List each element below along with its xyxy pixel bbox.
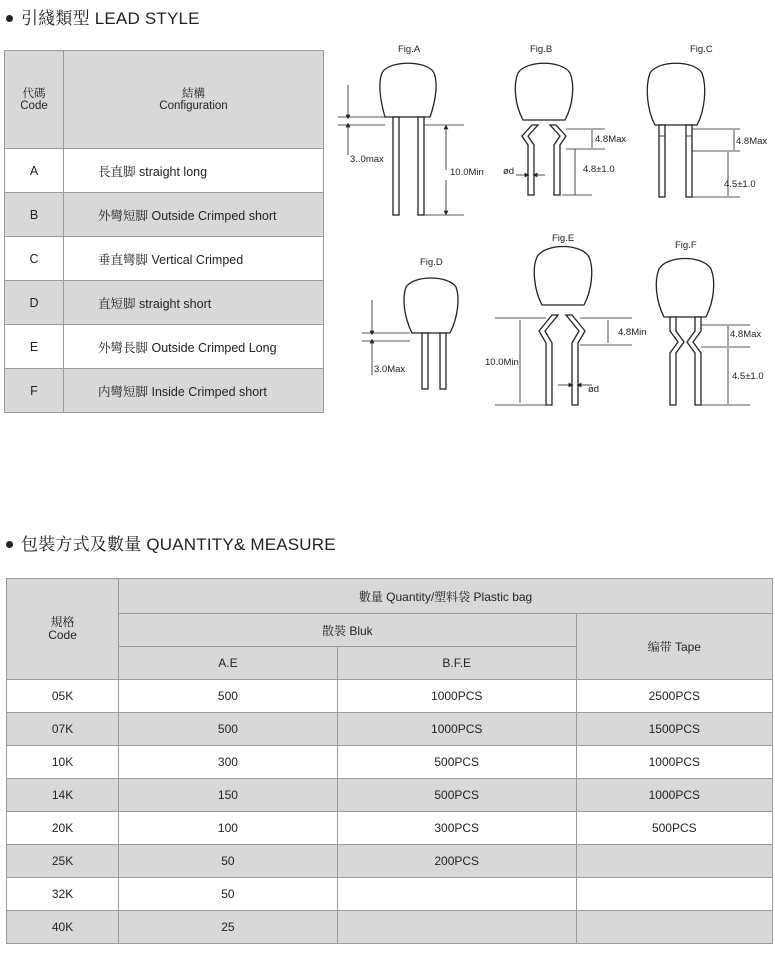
fig-f-dim1: 4.8Max	[730, 329, 762, 340]
lead-code: C	[5, 237, 64, 281]
config-header-cn: 結構	[182, 87, 205, 100]
table-row	[7, 746, 773, 779]
row-bfe: 300PCS	[337, 812, 576, 845]
row-ae: 25	[119, 911, 338, 944]
row-code: 10K	[7, 746, 119, 779]
table-row	[7, 779, 773, 812]
row-tape: 1000PCS	[576, 779, 772, 812]
row-bfe: 200PCS	[337, 845, 576, 878]
lead-style-title: 引綫類型 LEAD STYLE	[21, 9, 200, 28]
table-row	[7, 713, 773, 746]
lead-desc: 内彎短脚 Inside Crimped short	[64, 369, 324, 413]
row-tape: 2500PCS	[576, 680, 772, 713]
row-bfe	[337, 911, 576, 944]
tape-header: 编带 Tape	[576, 614, 772, 680]
bullet-icon	[6, 15, 13, 22]
row-bfe: 1000PCS	[337, 713, 576, 746]
fig-b-dim1: 4.8Max	[595, 134, 627, 145]
table-row	[5, 325, 324, 369]
row-tape: 1000PCS	[576, 746, 772, 779]
fig-c-dim1: 4.8Max	[736, 136, 768, 147]
row-ae: 500	[119, 713, 338, 746]
row-tape	[576, 845, 772, 878]
lead-style-heading	[6, 4, 200, 29]
row-code: 05K	[7, 680, 119, 713]
fig-d-dim1: 3.0Max	[374, 364, 406, 375]
row-bfe: 1000PCS	[337, 680, 576, 713]
col-bfe-header: B.F.E	[337, 647, 576, 680]
row-tape: 1500PCS	[576, 713, 772, 746]
fig-e-dim1: 4.8Min	[618, 327, 647, 338]
row-code: 20K	[7, 812, 119, 845]
bullet-icon	[6, 541, 13, 548]
table-row	[7, 845, 773, 878]
row-tape: 500PCS	[576, 812, 772, 845]
fig-f-title: Fig.F	[675, 240, 697, 251]
row-code: 07K	[7, 713, 119, 746]
lead-desc: 直短脚 straight short	[64, 281, 324, 325]
row-code: 25K	[7, 845, 119, 878]
quantity-heading	[6, 530, 336, 555]
lead-code: A	[5, 149, 64, 193]
lead-desc: 外彎長脚 Outside Crimped Long	[64, 325, 324, 369]
lead-code: D	[5, 281, 64, 325]
table-row	[5, 281, 324, 325]
row-tape	[576, 911, 772, 944]
row-ae: 50	[119, 878, 338, 911]
fig-e-dim2: 10.0Min	[485, 357, 519, 368]
lead-code: F	[5, 369, 64, 413]
fig-f-dim2: 4.5±1.0	[732, 371, 764, 382]
fig-a-dim1: 3..0max	[350, 154, 384, 165]
code-header-en: Code	[20, 99, 48, 112]
quantity-table	[6, 578, 773, 944]
table-row	[7, 878, 773, 911]
lead-style-table	[4, 50, 324, 413]
table-row	[7, 911, 773, 944]
figure-c	[647, 63, 740, 197]
fig-c-title: Fig.C	[690, 44, 713, 55]
config-header	[64, 51, 324, 149]
row-ae: 150	[119, 779, 338, 812]
row-bfe	[337, 878, 576, 911]
spec-header	[7, 579, 119, 680]
spec-header-en: Code	[48, 628, 77, 642]
lead-desc: 外彎短脚 Outside Crimped short	[64, 193, 324, 237]
lead-desc: 長直脚 straight long	[64, 149, 324, 193]
table-row	[5, 237, 324, 281]
row-ae: 500	[119, 680, 338, 713]
row-ae: 50	[119, 845, 338, 878]
row-bfe: 500PCS	[337, 746, 576, 779]
fig-a-title: Fig.A	[398, 44, 421, 55]
figure-e	[495, 247, 632, 406]
table-row	[7, 680, 773, 713]
config-header-en: Configuration	[159, 99, 228, 112]
fig-b-title: Fig.B	[530, 44, 553, 55]
lead-code: E	[5, 325, 64, 369]
fig-b-dim3: ød	[503, 166, 515, 177]
quantity-header: 數量 Quantity/塑料袋 Plastic bag	[119, 579, 773, 614]
lead-style-figures	[330, 35, 775, 415]
code-header	[5, 51, 64, 149]
figure-b	[515, 63, 605, 195]
fig-a-dim2: 10.0Min	[450, 167, 484, 178]
fig-c-dim2: 4.5±1.0	[724, 179, 756, 190]
code-header-cn: 代碼	[22, 87, 46, 100]
row-code: 32K	[7, 878, 119, 911]
fig-e-dim3: ød	[588, 384, 600, 395]
row-ae: 300	[119, 746, 338, 779]
lead-table-header	[5, 51, 324, 149]
fig-d-title: Fig.D	[420, 257, 443, 268]
bulk-header: 散裝 Bluk	[119, 614, 577, 647]
row-bfe: 500PCS	[337, 779, 576, 812]
figure-a	[338, 63, 464, 215]
row-ae: 100	[119, 812, 338, 845]
table-row	[7, 812, 773, 845]
table-row	[5, 369, 324, 413]
row-code: 14K	[7, 779, 119, 812]
row-code: 40K	[7, 911, 119, 944]
fig-b-dim2: 4.8±1.0	[583, 164, 615, 175]
lead-desc: 垂直彎脚 Vertical Crimped	[64, 237, 324, 281]
table-row	[5, 149, 324, 193]
quantity-title: 包裝方式及數量 QUANTITY& MEASURE	[21, 535, 336, 554]
row-tape	[576, 878, 772, 911]
fig-e-title: Fig.E	[552, 233, 575, 244]
lead-code: B	[5, 193, 64, 237]
spec-header-cn: 規格	[50, 615, 75, 629]
col-ae-header: A.E	[119, 647, 338, 680]
table-row	[5, 193, 324, 237]
